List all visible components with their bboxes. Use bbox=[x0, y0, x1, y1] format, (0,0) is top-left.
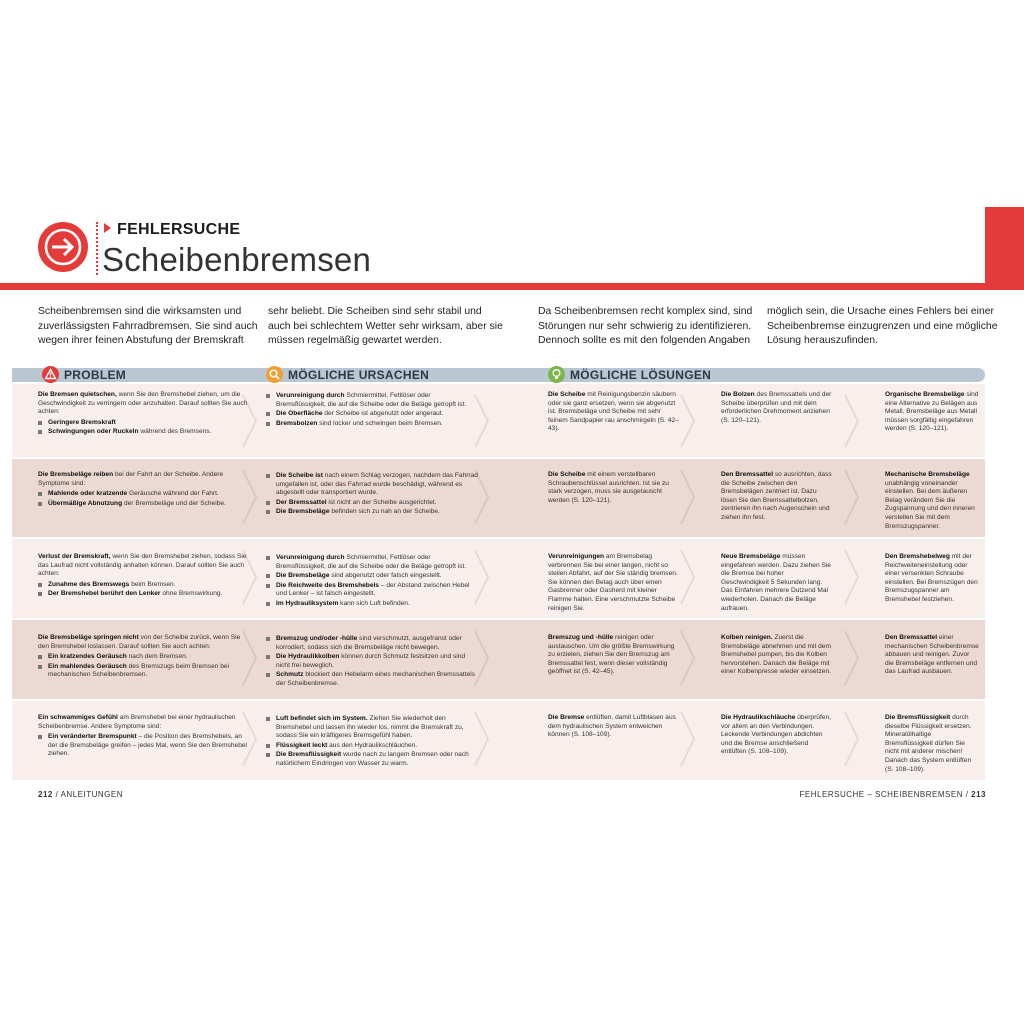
list-item bbox=[266, 742, 478, 751]
cause-text: blockiert den Hebelarm eines mechanischen Bremssattels der Scheibenbremse. bbox=[276, 671, 476, 687]
symptom-lead: Übermäßige Abnutzung bbox=[48, 499, 123, 507]
solution-text: mit einem verstellbaren Schraubenschlüssel ausrichten. Ist sie zu stark verzogen, muss sie ausgetauscht werden (S. 120–121). bbox=[548, 471, 669, 504]
table-row bbox=[12, 384, 985, 457]
list-item bbox=[266, 499, 478, 508]
problem-text: wenn Sie den Bremshebel ziehen, um die Geschwindigkeit zu verringern oder anzuhalten. Darauf sollten Sie auch achten: bbox=[38, 391, 248, 416]
cause-lead: Luft befindet sich im System. bbox=[276, 715, 368, 722]
list-item bbox=[266, 600, 478, 609]
magnifier-icon bbox=[266, 366, 283, 383]
footer-right bbox=[800, 790, 986, 799]
list-item bbox=[38, 653, 250, 662]
problem-cell bbox=[38, 391, 250, 437]
footer-section-left: / ANLEITUNGEN bbox=[52, 790, 123, 799]
red-corner-tab bbox=[985, 207, 1024, 286]
solution-cell bbox=[721, 553, 833, 613]
solution-cell bbox=[548, 391, 682, 434]
symptom-text: Geräusche während der Fahrt. bbox=[127, 490, 219, 498]
solution-text: so ausrichten, dass die Scheibe zwischen den Bremsbelägen zentriert ist. Dazu lösen Sie den Bremssattelbolzen, zentrieren ihn nach Augenschein und ziehen ihn fest. bbox=[721, 471, 832, 521]
symptom-text: – die Position des Bremshebels, an der die Bremsbeläge greifen – jedes Mal, wenn Sie den Bremshebel ziehen. bbox=[48, 733, 248, 758]
cause-lead: Bremsbolzen bbox=[276, 419, 318, 427]
red-header-band bbox=[0, 283, 1024, 290]
cause-text: sind abgenutzt oder falsch eingestellt. bbox=[329, 572, 442, 580]
symptom-lead: Ein veränderter Bremspunkt bbox=[48, 733, 137, 741]
cause-lead: Die Bremsbeläge bbox=[276, 508, 330, 516]
problem-text: wenn Sie den Bremshebel ziehen, sodass Sie das Laufrad nicht vollständig anhalten können. Darauf sollten Sie auch achten: bbox=[38, 553, 247, 578]
symptom-text: der Bremsbeläge und der Scheibe. bbox=[122, 499, 226, 507]
solution-cell bbox=[885, 471, 979, 531]
cause-lead: Die Hydraulikkolben bbox=[276, 653, 340, 661]
list-item bbox=[266, 392, 478, 409]
footer-left bbox=[38, 790, 123, 799]
symptom-text: des Bremszugs beim Bremsen bei mechanischen Scheibenbremsen. bbox=[48, 662, 230, 679]
cause-lead: Schmutz bbox=[276, 671, 304, 679]
list-item bbox=[266, 420, 478, 429]
problem-lead: Ein schwammiges Gefühl bbox=[38, 714, 118, 721]
cause-text: sind locker und schwingen beim Bremsen. bbox=[317, 419, 443, 427]
column-header-label: MÖGLICHE URSACHEN bbox=[288, 367, 430, 382]
table-row bbox=[12, 701, 985, 780]
cause-list bbox=[266, 635, 478, 689]
warning-icon bbox=[42, 366, 59, 383]
symptom-text: ohne Bremswirkung. bbox=[160, 590, 223, 598]
solution-text: reinigen oder austauschen. Um die größte Bremswirkung zu erzielen, ziehen Sie den Bremszug am Bremssattel fest, wenn dieser vollständig geöffnet ist (S. 42–45). bbox=[548, 634, 675, 676]
solution-text: unabhängig voneinander einstellen. Bei dem äußeren Belag verändern Sie die Zugspannung und den inneren verstellen Sie mit dem Bremszugspanner. bbox=[885, 479, 975, 530]
solution-cell bbox=[548, 553, 682, 613]
problem-lead: Verlust der Bremskraft, bbox=[38, 553, 111, 560]
symptom-lead: Mahlende oder kratzende bbox=[48, 490, 128, 498]
list-item bbox=[266, 582, 478, 599]
chevron-right-icon bbox=[680, 630, 696, 686]
cause-lead: Die Bremsbeläge bbox=[276, 572, 330, 580]
cause-lead: Die Oberfläche bbox=[276, 410, 323, 418]
solution-text: Zuerst die Bremsbeläge abnehmen und mit dem Bremshebel pumpen, bis die Kolben hervorstehen. Danach die Beläge mit einer Kolbenpresse wieder einsetzen. bbox=[721, 634, 831, 676]
footer-section-right: FEHLERSUCHE – SCHEIBENBREMSEN / bbox=[799, 790, 972, 799]
section-kicker bbox=[104, 221, 240, 239]
cause-text: aus den Hydraulikschläuchen. bbox=[327, 741, 418, 749]
symptom-list bbox=[38, 653, 250, 680]
solution-lead: Die Scheibe bbox=[548, 391, 586, 398]
table-row bbox=[12, 459, 985, 537]
table-row bbox=[12, 620, 985, 699]
causes-cell bbox=[266, 714, 478, 769]
chevron-right-icon bbox=[844, 711, 860, 767]
intro-paragraph-3: Da Scheibenbremsen recht komplex sind, sind Störungen nur sehr schwierig zu identifizieren. Dennoch sollte es mit den folgenden Angaben bbox=[538, 306, 753, 347]
symptom-text: beim Bremsen. bbox=[129, 580, 176, 588]
solution-lead: Die Scheibe bbox=[548, 471, 586, 478]
list-item bbox=[266, 410, 478, 419]
lightbulb-icon bbox=[548, 366, 565, 383]
list-item bbox=[266, 572, 478, 581]
list-item bbox=[266, 715, 478, 741]
chevron-right-icon bbox=[844, 630, 860, 686]
cause-text: Schmiermittel, Fettlöser oder Bremsflüssigkeit, die auf die Scheibe oder die Beläge getropft ist. bbox=[276, 554, 467, 570]
list-item bbox=[266, 635, 478, 652]
solution-text: mit der Reichweiteneinstellung oder einer versenkten Schraube einstellen. Bei Bremszügen den Bremszugspanner am Bremshebel festziehen. bbox=[885, 553, 978, 603]
cause-text: wurde nach zu langem Bremsen oder nach natürlichem Eindringen von Wasser zu warm. bbox=[276, 751, 469, 767]
list-item bbox=[266, 508, 478, 517]
problem-cell bbox=[38, 714, 250, 759]
solution-lead: Organische Bremsbeläge bbox=[885, 391, 965, 398]
chevron-right-icon bbox=[680, 469, 696, 525]
column-header-label: MÖGLICHE LÖSUNGEN bbox=[570, 367, 712, 382]
chevron-right-icon bbox=[844, 469, 860, 525]
solution-text: durch dieselbe Flüssigkeit ersetzen. Mineralölhaltige Bremsflüssigkeit dürfen Sie nicht mit anderer mischen! Danach das System entlüften (S. 108–109). bbox=[885, 714, 972, 773]
table-row bbox=[12, 539, 985, 618]
list-item bbox=[266, 653, 478, 670]
problem-text: von der Scheibe zurück, wenn Sie den Bremshebel loslassen. Darauf sollten Sie auch achten: bbox=[38, 634, 241, 650]
cause-text: ist nicht an der Scheibe ausgerichtet. bbox=[326, 498, 437, 506]
cause-text: können durch Schmutz festsitzen und sind nicht frei beweglich. bbox=[276, 653, 466, 669]
list-item bbox=[38, 490, 250, 499]
causes-cell bbox=[266, 634, 478, 689]
cause-text: Schmiermittel, Fettlöser oder Bremsflüssigkeit, die auf die Scheibe oder die Beläge getropft ist. bbox=[276, 392, 467, 408]
solution-lead: Mechanische Bremsbeläge bbox=[885, 471, 970, 478]
solution-lead: Die Bremse bbox=[548, 714, 585, 721]
symptom-text: während des Bremsens. bbox=[138, 428, 212, 436]
solution-lead: Den Bremssattel bbox=[721, 471, 774, 478]
solution-text: überprüfen, vor allem an den Verbindungen. Leckende Verbindungen abdichten und die Bremse anschließend entlüften (S. 108–109). bbox=[721, 714, 831, 756]
cause-lead: Verunreinigung durch bbox=[276, 392, 345, 399]
solution-lead: Den Bremssattel bbox=[885, 634, 938, 641]
cause-list bbox=[266, 472, 478, 517]
solution-cell bbox=[721, 714, 833, 757]
symptom-lead: Ein mahlendes Geräusch bbox=[48, 662, 127, 670]
title-divider bbox=[96, 222, 98, 275]
problem-cell bbox=[38, 634, 250, 680]
chevron-right-icon bbox=[844, 394, 860, 448]
solution-cell bbox=[885, 553, 979, 605]
solution-cell bbox=[885, 714, 979, 774]
list-item bbox=[38, 500, 250, 509]
cause-lead: Die Bremsflüssigkeit bbox=[276, 751, 342, 759]
solution-cell bbox=[721, 391, 833, 425]
solution-lead: Die Bremsflüssigkeit bbox=[885, 714, 951, 721]
symptom-lead: Schwingungen oder Ruckeln bbox=[48, 428, 139, 436]
problem-lead: Die Bremsbeläge reiben bbox=[38, 471, 114, 478]
solution-text: des Bremssattels und der Scheibe überprüfen und mit dem erforderlichen Drehmoment anziehen (S. 120–121). bbox=[721, 391, 832, 424]
chevron-right-icon bbox=[680, 711, 696, 767]
list-item bbox=[38, 590, 250, 599]
cause-text: kann sich Luft befinden. bbox=[338, 599, 410, 607]
solution-text: am Bremsbelag verbrennen Sie bei einer langen, nicht so steilen Abfahrt, auf der Sie ständig bremsen. Sie können den Belag auch über einen Gasbrenner oder Gasherd mit kleiner Flamme halten. Eine verschmutzte Scheibe reinigen Sie. bbox=[548, 553, 678, 612]
arrow-right-icon bbox=[38, 222, 88, 272]
page-title: Scheibenbremsen bbox=[102, 241, 371, 278]
page-number-right: 213 bbox=[971, 790, 986, 799]
symptom-list bbox=[38, 490, 250, 508]
solution-text: entlüften, damit Luftblasen aus dem hydraulischen System entweichen können (S. 108–109). bbox=[548, 714, 676, 739]
list-item bbox=[266, 554, 478, 571]
solution-lead: Kolben reinigen. bbox=[721, 634, 773, 641]
problem-text: bei der Fahrt an der Scheibe. Andere Symptome sind: bbox=[38, 471, 224, 487]
causes-cell bbox=[266, 553, 478, 609]
solution-lead: Verunreinigungen bbox=[548, 553, 605, 560]
solution-text: müssen eingefahren werden. Dazu ziehen Sie die Bremse bei hoher Geschwindigkeit 5 Sekunden lang. Das Einfahren mehrere Dutzend Mal wiederholen. Danach die Beläge aufrauen. bbox=[721, 553, 831, 612]
list-item bbox=[38, 428, 250, 437]
kicker-text: FEHLERSUCHE bbox=[117, 221, 241, 238]
problem-lead: Die Bremsbeläge springen nicht bbox=[38, 634, 139, 641]
symptom-list bbox=[38, 419, 250, 437]
cause-lead: Im Hydrauliksystem bbox=[276, 599, 339, 607]
list-item bbox=[38, 419, 250, 428]
triangle-right-icon bbox=[104, 223, 111, 233]
solution-lead: Die Bolzen bbox=[721, 391, 755, 398]
cause-lead: Die Reichweite des Bremshebels bbox=[276, 581, 379, 589]
problem-cell bbox=[38, 471, 250, 508]
intro-paragraph-1: Scheibenbremsen sind die wirksamsten und zuverlässigsten Fahrradbremsen. Sie sind auch wegen ihrer feinen Abstufung der Bremskraft bbox=[38, 306, 258, 347]
list-item bbox=[266, 671, 478, 688]
cause-list bbox=[266, 392, 478, 428]
column-header-bar bbox=[12, 368, 985, 382]
symptom-lead: Ein kratzendes Geräusch bbox=[48, 653, 127, 661]
cause-lead: Bremszug und/oder -hülle bbox=[276, 635, 358, 642]
cause-text: sind verschmutzt, ausgefranst oder korrodiert, sodass sich die Bremsbeläge nicht bewegen. bbox=[276, 635, 462, 651]
chevron-right-icon bbox=[844, 549, 860, 605]
cause-lead: Verunreinigung durch bbox=[276, 554, 345, 561]
causes-cell bbox=[266, 391, 478, 428]
chevron-right-icon bbox=[680, 394, 696, 448]
cause-text: befinden sich zu nah an der Scheibe. bbox=[329, 508, 440, 516]
solution-cell bbox=[885, 634, 979, 677]
solution-text: sind eine Alternative zu Belägen aus Metall. Bremsbeläge aus Metall müssen sorgfältig eingefahren werden (S. 120–121). bbox=[885, 391, 979, 433]
solution-text: einer mechanischen Scheibenbremse abbauen und reinigen. Zuvor die Bremsbeläge entfernen und das Laufrad ausbauen. bbox=[885, 634, 979, 676]
solution-lead: Neue Bremsbeläge bbox=[721, 553, 781, 560]
problem-text: am Bremshebel bei einer hydraulischen Scheibenbremse. Andere Symptome sind: bbox=[38, 714, 236, 730]
solution-cell bbox=[721, 634, 833, 677]
page-number-left: 212 bbox=[38, 790, 53, 799]
solution-cell bbox=[721, 471, 833, 523]
chevron-right-icon bbox=[680, 549, 696, 605]
cause-lead: Flüssigkeit leckt bbox=[276, 741, 328, 749]
cause-lead: Der Bremssattel bbox=[276, 498, 327, 506]
cause-list bbox=[266, 554, 478, 609]
list-item bbox=[266, 751, 478, 768]
column-header-solutions bbox=[548, 366, 711, 383]
solution-lead: Bremszug und -hülle bbox=[548, 634, 614, 641]
cause-text: der Scheibe ist abgenutzt oder angeraut. bbox=[322, 410, 444, 418]
symptom-lead: Zunahme des Bremswegs bbox=[48, 580, 130, 588]
symptom-lead: Der Bremshebel berührt den Lenker bbox=[48, 590, 161, 598]
solution-cell bbox=[548, 714, 682, 740]
solution-text: mit Reinigungsbenzin säubern oder sie ganz ersetzen, wenn sie abgenutzt ist. Bremsbeläge und Scheibe mit sehr feinem Sandpapier rau anschmirgeln (S. 42–43). bbox=[548, 391, 679, 433]
list-item bbox=[38, 581, 250, 590]
causes-cell bbox=[266, 471, 478, 517]
cause-text: Ziehen Sie wiederholt den Bremshebel und lassen ihn wieder los, nimmt die Bremskraft zu, sodass Sie ein kräftigeres Bremsgefühl haben. bbox=[276, 715, 464, 740]
symptom-text: nach dem Bremsen. bbox=[126, 653, 188, 661]
column-header-causes bbox=[266, 366, 429, 383]
solution-lead: Den Bremshebelweg bbox=[885, 553, 950, 560]
column-header-problem bbox=[42, 366, 126, 383]
cause-list bbox=[266, 715, 478, 769]
solution-cell bbox=[885, 391, 979, 434]
cause-text: – der Abstand zwischen Hebel und Lenker – ist falsch eingestellt. bbox=[276, 581, 470, 598]
intro-paragraph-2: sehr beliebt. Die Scheiben sind sehr stabil und auch bei schlechtem Wetter sehr wirksam, aber sie müssen regelmäßig gewartet werden. bbox=[268, 306, 503, 347]
list-item bbox=[38, 733, 250, 759]
problem-lead: Die Bremsen quietschen, bbox=[38, 391, 117, 398]
list-item bbox=[266, 472, 478, 498]
cause-lead: Die Scheibe ist bbox=[276, 472, 323, 479]
solution-cell bbox=[548, 634, 682, 677]
symptom-lead: Geringere Bremskraft bbox=[48, 418, 116, 426]
column-header-label: PROBLEM bbox=[64, 367, 127, 382]
symptom-list bbox=[38, 581, 250, 599]
solution-cell bbox=[548, 471, 682, 505]
list-item bbox=[38, 663, 250, 680]
intro-paragraph-4: möglich sein, die Ursache eines Fehlers bei einer Scheibenbremse einzugrenzen und eine mögliche Lösung herauszufinden. bbox=[767, 306, 998, 347]
symptom-list bbox=[38, 733, 250, 759]
cause-text: nach einem Schlag verzogen, nachdem das Fahrrad umgefallen ist, oder das Fahrrad wurde beschädigt, während es abgestellt oder transportiert wurde. bbox=[276, 472, 478, 497]
solution-lead: Die Hydraulikschläuche bbox=[721, 714, 796, 721]
problem-cell bbox=[38, 553, 250, 599]
